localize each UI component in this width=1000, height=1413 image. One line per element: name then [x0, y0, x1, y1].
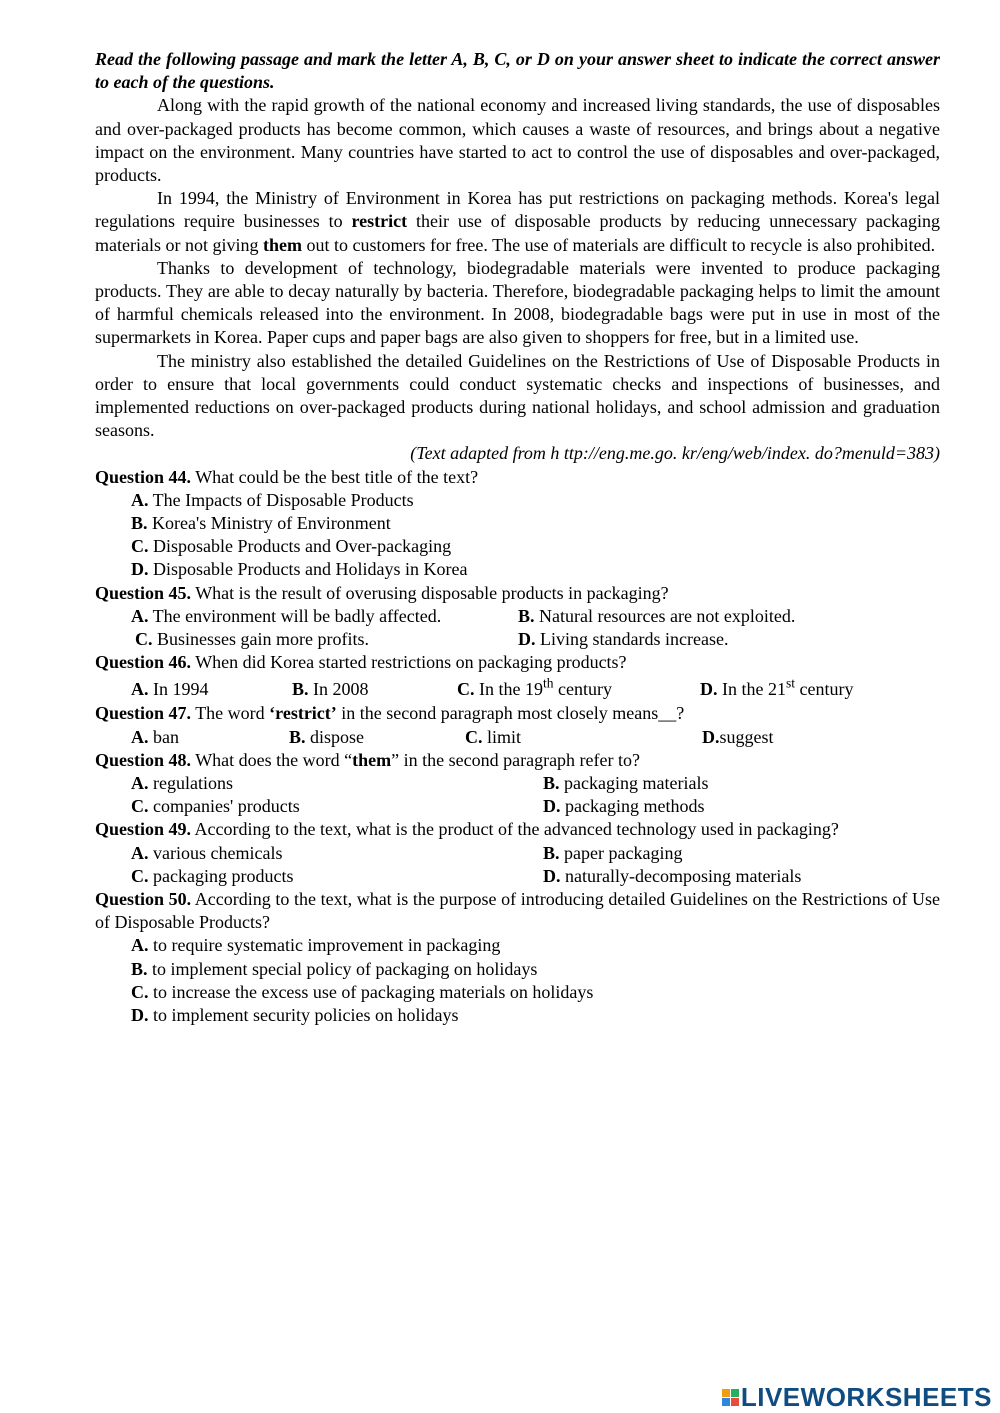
- q50-option-d[interactable]: D. to implement security policies on holidays: [131, 1005, 459, 1026]
- q46-option-a[interactable]: A. In 1994: [131, 679, 209, 700]
- q46-option-d[interactable]: D. In the 21st century: [700, 676, 854, 700]
- q45-options-row-2: [95, 628, 940, 651]
- q49-option-d[interactable]: D. naturally-decomposing materials: [543, 865, 802, 886]
- passage-paragraph-4: The ministry also established the detailed Guidelines on the Restrictions of Use of Disposable Products in order to ensure that local governments could conduct systematic checks and inspections of businesses, and implemented reductions on over-packaged products during national holidays, and school admission and graduation seasons.: [95, 350, 940, 441]
- p2-text-a: In 1994, the Ministry of Environment in Korea has put restrictions on packaging methods. Korea's legal regulations require businesses to: [95, 188, 940, 232]
- question-label: Question 44.: [95, 466, 192, 487]
- p2-text-e: out to customers for free. The use of materials are difficult to recycle is also prohibited.: [301, 234, 936, 255]
- question-46: [95, 651, 940, 674]
- quoted-word: ‘restrict’: [269, 703, 337, 724]
- question-text: What could be the best title of the text?: [191, 466, 479, 487]
- question-48: Question 48. What does the word “them” in the second paragraph refer to?: [95, 749, 641, 770]
- q46-option-c[interactable]: C. In the 19th century: [457, 676, 612, 700]
- question-44: [95, 466, 940, 489]
- q49-options-row-2: [95, 865, 940, 888]
- q48-option-b[interactable]: B. packaging materials: [543, 773, 709, 794]
- highlight-word-them: them: [262, 234, 302, 255]
- passage-paragraph-3: Thanks to development of technology, biodegradable materials were invented to produce packaging products. They are able to decay naturally by bacteria. Therefore, biodegradable packaging helps to limit the amount of harmful chemicals released into the environment. In 2008, biodegradable bags were put in use in most of the supermarkets in Korea. Paper cups and paper bags are also given to shoppers for free, but in a limited use.: [95, 257, 940, 348]
- question-50: [95, 888, 940, 934]
- q49-option-a[interactable]: A. various chemicals: [131, 842, 283, 863]
- q46-options-row: [95, 674, 940, 702]
- passage-source: (Text adapted from h ttp://eng.me.go. kr/eng/web/index. do?menuld=383): [410, 443, 940, 464]
- question-label: Question 46.: [95, 652, 192, 673]
- q48-options-row-2: [95, 795, 940, 818]
- q48-option-a[interactable]: A. regulations: [131, 773, 233, 794]
- worksheet-page: [95, 48, 940, 1027]
- q47-option-c[interactable]: C. limit: [465, 726, 522, 747]
- p2-text-c: their use of disposable products by reducing unnecessary packaging materials or not giving: [95, 211, 941, 255]
- q45-option-a[interactable]: A. The environment will be badly affected.: [131, 605, 442, 626]
- question-label: Question 48.: [95, 749, 192, 770]
- question-text: According to the text, what is the product of the advanced technology used in packaging?: [191, 819, 839, 840]
- question-49: [95, 818, 940, 841]
- question-text: When did Korea started restrictions on packaging products?: [191, 652, 627, 673]
- q47-option-b[interactable]: B. dispose: [289, 726, 365, 747]
- q44-option-d[interactable]: D. Disposable Products and Holidays in Korea: [131, 559, 468, 580]
- q47-option-d[interactable]: D.suggest: [702, 726, 774, 747]
- q50-option-a[interactable]: A. to require systematic improvement in packaging: [131, 935, 501, 956]
- question-text: What is the result of overusing disposable products in packaging?: [191, 582, 669, 603]
- logo-text: LIVEWORKSHEETS: [740, 1381, 992, 1412]
- question-label: Question 47.: [95, 703, 192, 724]
- q50-option-b[interactable]: B. to implement special policy of packaging on holidays: [131, 958, 538, 979]
- highlight-word-restrict: restrict: [351, 211, 408, 232]
- q48-option-c[interactable]: C. companies' products: [131, 796, 300, 817]
- passage-paragraph-1: Along with the rapid growth of the national economy and increased living standards, the use of disposables and over-packaged products has become common, which causes a waste of resources, and brings about a negative impact on the environment. Many countries have started to act to control the use of disposables and over-packaged, products.: [95, 95, 940, 186]
- q48-options-row-1: [95, 772, 940, 795]
- q45-option-b[interactable]: B. Natural resources are not exploited.: [518, 605, 796, 626]
- q49-option-c[interactable]: C. packaging products: [131, 865, 294, 886]
- quoted-word: them: [352, 749, 392, 770]
- q45-options-row-1: [95, 605, 940, 628]
- q50-option-c[interactable]: C. to increase the excess use of packaging materials on holidays: [131, 981, 594, 1002]
- q49-options-row-1: [95, 842, 940, 865]
- question-text: According to the text, what is the purpose of introducing detailed Guidelines on the Restrictions of Use of Disposable Products?: [95, 889, 941, 933]
- logo-mark-icon: [722, 1389, 739, 1406]
- q44-option-c[interactable]: C. Disposable Products and Over-packaging: [131, 536, 452, 557]
- instructions: Read the following passage and mark the letter A, B, C, or D on your answer sheet to indicate the correct answer to each of the questions.: [95, 49, 940, 93]
- q48-option-d[interactable]: D. packaging methods: [543, 796, 705, 817]
- question-label: Question 50.: [95, 889, 192, 909]
- q44-option-a[interactable]: A. The Impacts of Disposable Products: [131, 489, 414, 510]
- question-label: Question 49.: [95, 819, 192, 840]
- question-label: Question 45.: [95, 582, 192, 603]
- passage-paragraph-2: [95, 187, 940, 257]
- question-47: Question 47. The word ‘restrict’ in the second paragraph most closely means__?: [95, 703, 685, 724]
- q47-options-row: [95, 726, 940, 749]
- q45-option-c[interactable]: C. Businesses gain more profits.: [135, 629, 369, 650]
- q44-option-b[interactable]: B. Korea's Ministry of Environment: [131, 513, 391, 534]
- q45-option-d[interactable]: D. Living standards increase.: [518, 629, 729, 650]
- q49-option-b[interactable]: B. paper packaging: [543, 842, 683, 863]
- q46-option-b[interactable]: B. In 2008: [292, 679, 369, 700]
- q47-option-a[interactable]: A. ban: [131, 726, 179, 747]
- liveworksheets-logo[interactable]: [722, 1381, 992, 1412]
- question-45: [95, 582, 940, 605]
